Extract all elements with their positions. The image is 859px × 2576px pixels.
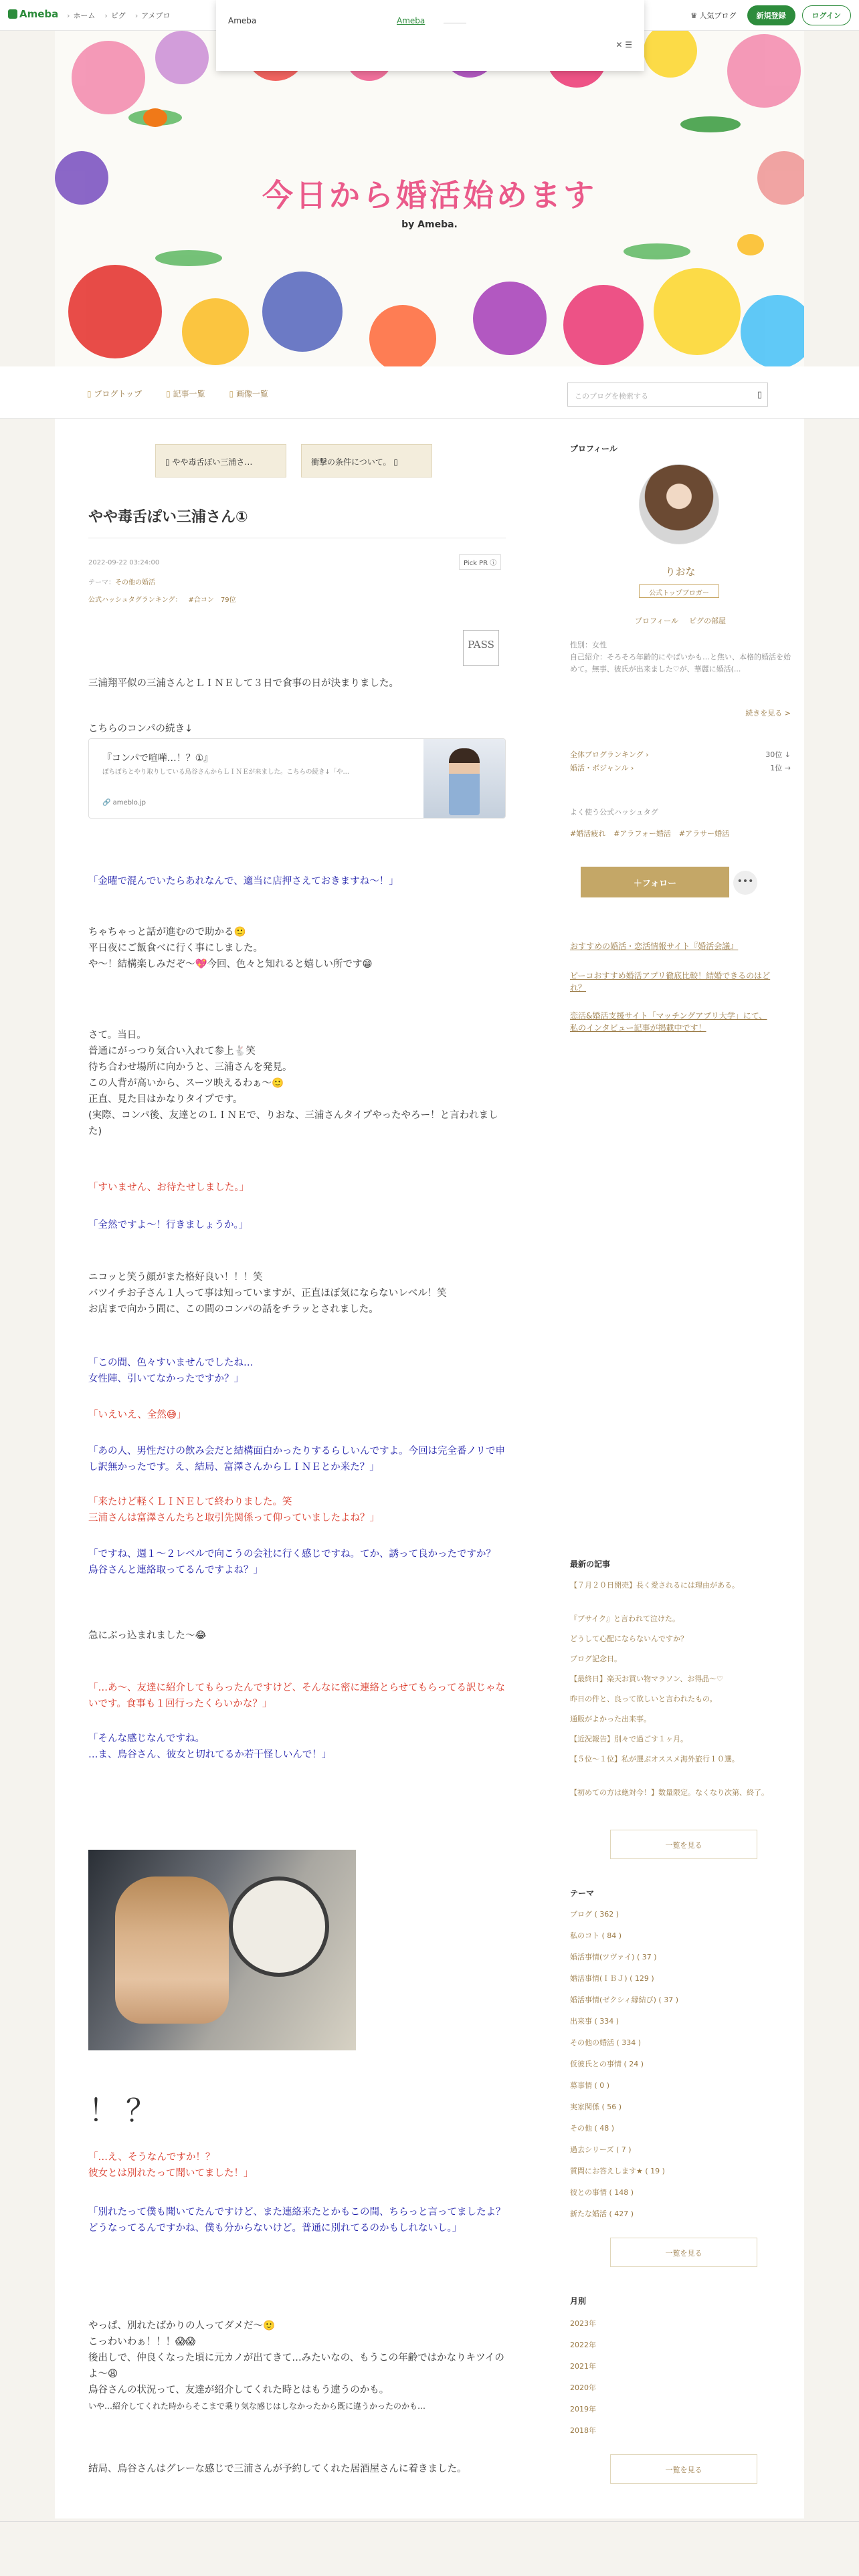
- entry-main: [55, 419, 557, 2518]
- hashtag-link[interactable]: #婚活疲れ: [570, 829, 606, 838]
- profile-intro: 自己紹介：そろそろ年齢的にやばいかも…と焦い、本格的婚活を始めて。無事、彼氏が出来ました♡が、華麗に婚活(...: [570, 653, 791, 673]
- theme-link[interactable]: 私のコト ( 84 ): [570, 1931, 622, 1940]
- recent-entry[interactable]: 【近況報告】別々で過ごす１ヶ月。: [570, 1735, 688, 1743]
- text-line: やっぱ、別れたばかりの人ってダメだ〜🙂: [88, 2321, 276, 2331]
- embed-domain: 🔗 ameblo.jp: [102, 799, 147, 807]
- theme-label: テーマ：: [88, 579, 115, 586]
- blog-nav: [0, 366, 859, 419]
- rank-value: 1位 →: [770, 764, 791, 772]
- dialogue-line: [88, 1494, 506, 1526]
- crown-icon: ♛: [690, 11, 700, 20]
- pigg-room-link[interactable]: ピグの部屋: [688, 617, 726, 625]
- hashtag-list: [570, 828, 729, 839]
- hashtag-ranking-label[interactable]: 公式ハッシュタグランキング：: [88, 597, 182, 604]
- hashtag-ranking: [88, 594, 236, 604]
- dialogue-line: 「いえいえ、全然😅」: [88, 1410, 187, 1420]
- entry-photo[interactable]: [88, 1850, 356, 2050]
- entry-paragraph: 結局、鳥谷さんはグレーな感じで三浦さんが予約してくれた居酒屋さんに着きました。: [88, 2464, 467, 2474]
- entry-paragraph: [88, 2318, 506, 2414]
- theme-link[interactable]: 彼との事情 ( 148 ): [570, 2188, 634, 2197]
- blog-header-banner[interactable]: [55, 31, 804, 366]
- profile-links: [557, 615, 804, 626]
- prev-entry-button[interactable]: [155, 444, 286, 477]
- signup-button[interactable]: 新規登録: [747, 5, 795, 25]
- month-list-button[interactable]: 一覧を見る: [610, 2454, 757, 2484]
- entry-theme: [88, 576, 155, 586]
- header-actions: [690, 5, 851, 25]
- recent-entry[interactable]: ブログ記念日。: [570, 1654, 622, 1663]
- dialogue-line: [88, 1546, 506, 1578]
- entry-date: 2022-09-22 03:24:00: [88, 559, 160, 566]
- woman-photo-figure: [115, 1876, 229, 2024]
- text-line: 鳥谷さんと連絡取ってるんですよね？」: [88, 1565, 263, 1576]
- theme-link[interactable]: 実家関係 ( 56 ): [570, 2103, 622, 2111]
- text-line: …ま、鳥谷さん、彼女と切れてるか若干怪しいんで！」: [88, 1749, 332, 1760]
- text-line: 「来たけど軽くＬＩＮＥして終わりました。笑: [88, 1497, 292, 1507]
- ad-link[interactable]: おすすめの婚活・恋活情報サイト『婚活会議』: [570, 942, 739, 951]
- entry-title[interactable]: やや毒舌ぽい三浦さん①: [88, 509, 248, 526]
- recent-entry[interactable]: 昨日の件と、良って欲しいと言われたもの。: [570, 1695, 717, 1703]
- entry-paragraph: こちらのコンパの続き↓: [88, 724, 193, 734]
- blog-title-byline: by Ameba.: [401, 219, 458, 230]
- recent-entry[interactable]: 【最終日】楽天お買い物マラソン、お得品〜♡: [570, 1675, 723, 1683]
- dialogue-line: [88, 2204, 506, 2236]
- text-line: 鳥谷さんの状況って、友達が紹介してくれた時とはもう違うのかも。: [88, 2385, 389, 2395]
- global-nav: [67, 10, 171, 21]
- chevron-left-icon: ▯: [165, 457, 173, 467]
- blog-title: 今日から婚活始めます: [262, 177, 597, 213]
- nav-ameblo[interactable]: › アメブロ: [135, 10, 171, 21]
- blog-card-embed[interactable]: [88, 738, 506, 819]
- follow-button[interactable]: ＋フォロー: [581, 867, 729, 897]
- recent-entry[interactable]: 【７月２０日開売】長く愛されるには理由がある。: [570, 1581, 739, 1590]
- exclamation: ！？: [88, 2092, 163, 2129]
- dialogue-line: [88, 1731, 506, 1763]
- hashtag-link[interactable]: #合コン: [188, 597, 214, 604]
- text-line: 「ですね、週１〜２レベルで向こうの会社に行く感じですね。てか、誘って良かったですか？: [88, 1549, 496, 1560]
- month-link[interactable]: 2018年: [570, 2426, 596, 2435]
- text-line: 「この間、色々すいませんでしたね…: [88, 1358, 254, 1368]
- text-line: 女性陣、引いてなかったですか？」: [88, 1374, 244, 1384]
- theme-link[interactable]: その他 ( 48 ): [570, 2124, 615, 2133]
- text-line: 「そんな感じなんですね。: [88, 1733, 205, 1744]
- ranking-overall[interactable]: [570, 749, 791, 760]
- dialogue-line: [88, 1355, 506, 1387]
- dialogue-line: [88, 2149, 506, 2181]
- theme-link[interactable]: 婚活事情(ゼクシィ縁結び) ( 37 ): [570, 1996, 678, 2004]
- theme-heading: テーマ: [570, 1889, 595, 1898]
- text-line: (実際、コンパ後、友達とのＬＩＮＥで、りおな、三浦さんタイプやったやろー！と言われました): [88, 1110, 498, 1137]
- theme-link[interactable]: 仮彼氏との事情 ( 24 ): [570, 2060, 644, 2068]
- popular-label: 人気ブログ: [699, 11, 737, 20]
- footer-divider: [0, 2521, 859, 2522]
- next-entry-label: 衝撃の条件について。: [311, 457, 391, 467]
- theme-link[interactable]: その他の婚活 ( 334 ): [570, 2038, 642, 2047]
- dialogue-line: 「…あ〜、友達に紹介してもらったんですけど、そんなに密に連絡とらせてもらってる訳じゃないです。食事も１回行ったくらいかな？」: [88, 1683, 506, 1709]
- notification-popup: [216, 0, 644, 71]
- text-line: 正直、見た目はかなりタイプです。: [88, 1094, 243, 1105]
- search-icon[interactable]: ▯: [757, 390, 762, 400]
- entry-paragraph: [88, 924, 506, 972]
- popup-link[interactable]: Ameba: [397, 16, 425, 25]
- nav-pigg[interactable]: › ピグ: [104, 10, 125, 21]
- more-options-icon[interactable]: •••: [733, 871, 757, 895]
- hashtag-heading: よく使う公式ハッシュタグ: [570, 808, 658, 817]
- text-line: さて。当日。: [88, 1030, 147, 1041]
- text-line: 後出しで、仲良くなった頃に元カノが出てきて…みたいなの、もうこの年齢ではかなりキツイのよ〜😩: [88, 2353, 504, 2379]
- theme-link[interactable]: 出来事 ( 334 ): [570, 2017, 619, 2026]
- entry-paragraph: 急にぶっ込まれました〜😂: [88, 1630, 207, 1641]
- month-heading: 月別: [570, 2296, 587, 2306]
- theme-list-button[interactable]: 一覧を見る: [610, 2238, 757, 2267]
- theme-link[interactable]: その他の婚活: [115, 579, 155, 586]
- entry-paragraph: [88, 1269, 506, 1317]
- month-link[interactable]: 2022年: [570, 2341, 596, 2349]
- month-link[interactable]: 2023年: [570, 2319, 596, 2328]
- rank-value: 30位 ↓: [765, 750, 791, 759]
- sidebar: [557, 419, 804, 2518]
- popular-blog-link[interactable]: [690, 10, 736, 21]
- ad-link[interactable]: ピーコおすすめ婚活アプリ徹底比較！結婚できるのはどれ？: [570, 971, 771, 992]
- blog-top-link[interactable]: ▯ ブログトップ: [87, 388, 142, 399]
- theme-link[interactable]: 質問にお答えします★ ( 19 ): [570, 2167, 665, 2175]
- theme-link[interactable]: 新たな婚活 ( 427 ): [570, 2210, 634, 2218]
- profile-heading: プロフィール: [570, 444, 617, 453]
- chevron-right-icon: ▯: [391, 457, 398, 467]
- hashtag-rank: 79位: [220, 597, 236, 604]
- blog-search-input[interactable]: [567, 383, 768, 407]
- rank-label: 全体ブログランキング ›: [570, 750, 649, 759]
- popup-close-button[interactable]: ✕ ☰: [615, 40, 632, 49]
- embed-title: 『コンパで喧嘩…！？①』: [102, 753, 213, 764]
- text-line: 待ち合わせ場所に向かうと、三浦さんを発見。: [88, 1062, 292, 1073]
- clock-photo-figure: [229, 1876, 329, 1977]
- month-link[interactable]: 2021年: [570, 2362, 596, 2371]
- dialogue-line: 「全然ですよ〜！行きましょうか。」: [88, 1220, 249, 1230]
- logo-text: Ameba: [19, 8, 59, 20]
- search-placeholder: このブログを検索する: [575, 392, 648, 401]
- theme-link[interactable]: 募事情 ( 0 ): [570, 2081, 610, 2090]
- month-link[interactable]: 2019年: [570, 2405, 596, 2413]
- pick-pr-badge[interactable]: Pick PR ⓘ: [459, 554, 501, 570]
- theme-link[interactable]: 婚活事情(ツヴァイ) ( 37 ): [570, 1953, 657, 1961]
- text-line: 普通にがっつり気合い入れて参上🐇笑: [88, 1046, 256, 1057]
- text-line: 「…え、そうなんですか！？: [88, 2152, 215, 2163]
- text-line: 「別れたって僕も聞いてたんですけど、また連絡来たとかもこの間、ちらっと言ってましたよ？: [88, 2207, 506, 2218]
- login-button[interactable]: ログイン: [802, 5, 851, 25]
- profile-name[interactable]: りおな: [665, 566, 696, 578]
- blog-nav-links: [87, 388, 268, 399]
- theme-link[interactable]: ブログ ( 362 ): [570, 1910, 619, 1919]
- text-line: 平日夜にご飯食べに行く事にしました。: [88, 943, 263, 954]
- text-line: この人背が高いから、スーツ映えるわぁ〜🙂: [88, 1078, 284, 1089]
- text-line: こっわいわぁ！！！😱😱: [88, 2337, 196, 2347]
- text-line-small: いや…紹介してくれた時からそこまで乗り気な感じはしなかったから既に違うかったのかも…: [88, 2401, 426, 2411]
- profile-link[interactable]: プロフィール: [635, 617, 678, 625]
- recent-entry[interactable]: 通販がよかった出来事。: [570, 1715, 651, 1723]
- recent-heading: 最新の記事: [570, 1560, 611, 1569]
- hashtag-link[interactable]: #アラフォー婚活: [613, 829, 671, 838]
- recent-entry[interactable]: 『ブサイク』と言われて泣けた。: [570, 1614, 680, 1623]
- nav-home[interactable]: › ホーム: [67, 10, 95, 21]
- embed-description: ぼちぼちとやり取りしている鳥谷さんからＬＩＮＥが来ました。こちらの続き↓「や…: [102, 768, 349, 776]
- top-blogger-badge: 公式トップブロガー: [639, 584, 719, 598]
- text-line: や〜！結構楽しみだぞ〜💖今回、色々と知れると嬉しい所です😁: [88, 959, 373, 970]
- month-link[interactable]: 2020年: [570, 2383, 596, 2392]
- read-more-link[interactable]: 続きを見る >: [745, 709, 791, 718]
- dialogue-line: 「あの人、男性だけの飲み会だと結構面白かったりするらしいんですよ。今回は完全番ノリで申し訳無かったです。え、結局、富澤さんからＬＩＮＥとか来た？」: [88, 1446, 505, 1473]
- theme-link[interactable]: 過去シリーズ ( 7 ): [570, 2145, 632, 2154]
- text-line: お店まで向かう間に、この間のコンパの話をチラッとされました。: [88, 1304, 379, 1315]
- avatar[interactable]: [639, 464, 719, 544]
- text-line: 彼女とは別れたって聞いてました！」: [88, 2168, 254, 2179]
- embed-person-image: [449, 748, 480, 815]
- text-line: ニコッと笑う顔がまた格好良い！！！笑: [88, 1272, 263, 1283]
- profile-gender: 性別：女性: [570, 641, 607, 649]
- entry-pager: [155, 444, 432, 477]
- popup-brand: Ameba: [228, 16, 257, 25]
- recent-entry[interactable]: 【５位〜１位】私が選ぶオススメ海外旅行１０選。: [570, 1755, 739, 1763]
- image-list-link[interactable]: ▯ 画像一覧: [229, 388, 268, 399]
- pass-logo[interactable]: PASS: [463, 630, 499, 666]
- entry-paragraph: 三浦翔平似の三浦さんとＬＩＮＥして３日で食事の日が決まりました。: [88, 678, 399, 689]
- embed-thumbnail: [423, 739, 505, 819]
- next-entry-button[interactable]: [301, 444, 432, 477]
- text-line: ちゃちゃっと話が進むので助かる🙂: [88, 927, 246, 938]
- dialogue-line: 「金曜で混んでいたらあれなんで、適当に店押さえておきますね〜！」: [88, 876, 399, 887]
- recent-entry[interactable]: どうして心配にならないんですか？: [570, 1634, 688, 1643]
- ad-link[interactable]: 恋活&婚活支援サイト「マッチングアプリ大学」にて、私のインタビュー記事が掲載中です！: [570, 1011, 767, 1033]
- text-line: バツイチお子さん１人って事は知っていますが、正直ほぼ気にならないレベル！笑: [88, 1288, 447, 1299]
- text-line: どうなってるんですかね、僕も分からないけど。普通に別れてるのかもしれないし。」: [88, 2223, 462, 2234]
- text-line: 三浦さんは富澤さんたちと取引先関係って仰っていましたよね？」: [88, 1513, 379, 1523]
- ameba-logo-icon: [8, 9, 17, 19]
- ranking-genre[interactable]: [570, 762, 791, 773]
- ameba-logo[interactable]: [8, 8, 58, 20]
- prev-entry-label: やや毒舌ぽい三浦さ…: [172, 457, 253, 467]
- theme-link[interactable]: 婚活事情(ＩＢＪ) ( 129 ): [570, 1974, 654, 1983]
- hashtag-link[interactable]: #アラサー婚活: [678, 829, 730, 838]
- entry-list-link[interactable]: ▯ 記事一覧: [166, 388, 205, 399]
- recent-entry[interactable]: 【初めての方は絶対今！】数量限定。なくなり次第、終了。: [570, 1788, 769, 1797]
- recent-list-button[interactable]: 一覧を見る: [610, 1830, 757, 1859]
- dialogue-line: 「すいません、お待たせしました。」: [88, 1182, 250, 1193]
- entry-paragraph: [88, 1027, 506, 1140]
- rank-label: 婚活・ボジャンル ›: [570, 764, 634, 772]
